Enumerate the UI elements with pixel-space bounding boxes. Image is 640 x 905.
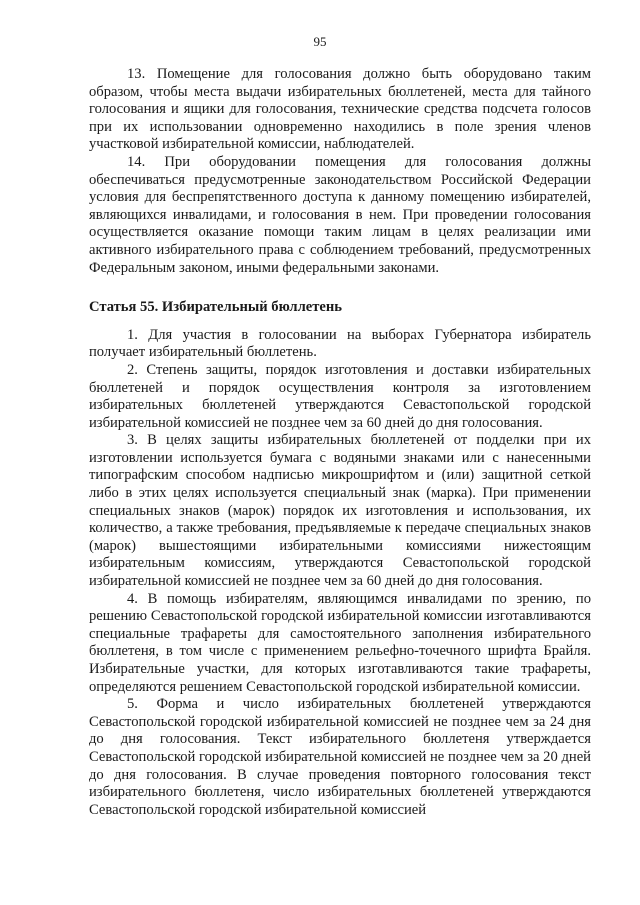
paragraph-13: 13. Помещение для голосования должно быть оборудовано таким образом, чтобы места выдачи избирательных бюллетеней, места для тайного голосования и ящики для голосования, технические средства подсчета голосов при их использовании одновременно находились в поле зрения членов участковой избирательной комиссии, наблюдателей. xyxy=(89,66,591,153)
article-paragraph-1: 1. Для участия в голосовании на выборах Губернатора избиратель получает избирательный бюллетень. xyxy=(89,326,591,361)
page-body xyxy=(89,66,591,819)
article-paragraph-5: 5. Форма и число избирательных бюллетеней утверждаются Севастопольской городской избирательной комиссией не позднее чем за 24 дня до дня голосования. Текст избирательного бюллетеня утверждается Севастопольской городской избирательной комиссией не позднее чем за 20 дней до дня голосования. В случае проведения повторного голосования текст избирательного бюллетеня, число избирательных бюллетеней утверждаются Севастопольской городской избирательной комиссией xyxy=(89,696,591,818)
paragraph-14: 14. При оборудовании помещения для голосования должны обеспечиваться предусмотренные законодательством Российской Федерации условия для беспрепятственного доступа к данному помещению избирателей, являющихся инвалидами, и голосования в нем. При проведении голосования осуществляется оказание помощи таким лицам в целях реализации ими активного избирательного права с соблюдением требований, предусмотренных Федеральным законом, иными федеральными законами. xyxy=(89,153,591,276)
article-paragraph-4: 4. В помощь избирателям, являющимся инвалидами по зрению, по решению Севастопольской городской избирательной комиссии изготавливаются специальные трафареты для самостоятельного заполнения избирательного бюллетеня, в том числе с применением рельефно-точечного шрифта Брайля. Избирательные участки, для которых изготавливаются такие трафареты, определяются решением Севастопольской городской избирательной комиссии. xyxy=(89,590,591,695)
article-paragraph-2: 2. Степень защиты, порядок изготовления и доставки избирательных бюллетеней и порядок осуществления контроля за изготовлением избирательных бюллетеней утверждаются Севастопольской городской избирательной комиссией не позднее чем за 60 дней до дня голосования. xyxy=(89,361,591,431)
page-number: 95 xyxy=(313,34,327,49)
article-heading: Статья 55. Избирательный бюллетень xyxy=(89,299,343,316)
article-paragraph-3: 3. В целях защиты избирательных бюллетеней от подделки при их изготовлении используется бумага с водяными знаками или с нанесенными типографским способом надписью микрошрифтом и (или) защитной сеткой либо в этих целях используется специальный знак (марка). При применении специальных знаков (марок) порядок их изготовления и использования, их количество, а также требования, предъявляемые к передаче специальных знаков (марок) вышестоящими избирательными комиссиями нижестоящим избирательным комиссиям, утверждаются Севастопольской городской избирательной комиссией не позднее чем за 60 дней до дня голосования. xyxy=(89,432,591,590)
